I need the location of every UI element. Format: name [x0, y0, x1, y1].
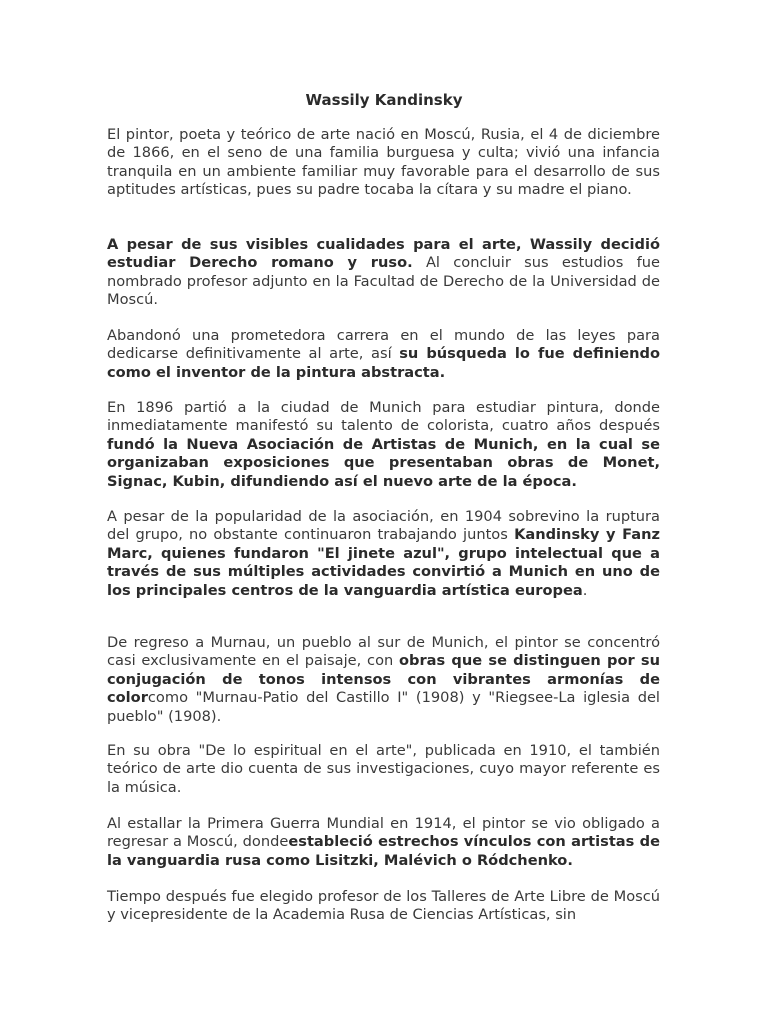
paragraph-7: [107, 742, 660, 797]
paragraph-4: [107, 399, 660, 491]
document-title: Wassily Kandinsky: [305, 91, 463, 109]
paragraph-text: En 1896 partió a la ciudad de Munich para estudiar pintura, donde inmediatamente manifestó su talento de colorista, cuatro años después: [107, 399, 660, 435]
paragraph-text: Tiempo después fue elegido profesor de los Talleres de Arte Libre de Moscú y vicepresidente de la Academia Rusa de Ciencias Artísticas, sin: [107, 888, 660, 924]
paragraph-text: Al estallar la Primera Guerra Mundial en 1914, el pintor se vio obligado a regresar a Moscú, donde: [107, 815, 660, 851]
paragraph-1: [107, 126, 660, 200]
paragraph-text: Al concluir sus estudios fue nombrado profesor adjunto en la Facultad de Derecho de la Universidad de Moscú.: [107, 254, 660, 309]
paragraph-bold-text: fundó la Nueva Asociación de Artistas de Munich, en la cual se organizaban exposiciones que presentaban obras de Monet, Signac, Kubin, difundiendo así el nuevo arte de la época.: [107, 435, 660, 490]
paragraph-bold-text: estableció estrechos vínculos con artistas de la vanguardia rusa como Lisitzki, Malévich o Ródchenko.: [107, 833, 660, 869]
paragraph-bold-text: Kandinsky y Fanz Marc, quienes fundaron "El jinete azul", grupo intelectual que a través de sus múltiples actividades convirtió a Munich en uno de los principales centros de la vanguardia artística europea: [107, 526, 660, 599]
paragraph-text: .: [582, 581, 588, 599]
paragraph-text: De regreso a Murnau, un pueblo al sur de Munich, el pintor se concentró casi exclusivamente en el paisaje, con: [107, 634, 660, 670]
paragraph-bold-text: A pesar de sus visibles cualidades para el arte, Wassily decidió estudiar Derecho romano y ruso.: [107, 236, 660, 272]
paragraph-9: [107, 888, 660, 925]
paragraph-2: [107, 236, 660, 310]
paragraph-3: [107, 327, 660, 382]
paragraph-bold-text: obras que se distinguen por su conjugación de tonos intensos con vibrantes armonías de color: [107, 652, 660, 707]
paragraph-text: El pintor, poeta y teórico de arte nació en Moscú, Rusia, el 4 de diciembre de 1866, en el seno de una familia burguesa y culta; vivió una infancia tranquila en un ambiente familiar muy favorable para el desarrollo de sus aptitudes artísticas, pues su padre tocaba la cítara y su madre el piano.: [107, 126, 660, 199]
paragraph-text: Abandonó una prometedora carrera en el mundo de las leyes para dedicarse definitivamente al arte, así: [107, 327, 660, 363]
paragraph-bold-text: su búsqueda lo fue definiendo como el inventor de la pintura abstracta.: [107, 345, 660, 381]
paragraph-text: A pesar de la popularidad de la asociación, en 1904 sobrevino la ruptura del grupo, no obstante continuaron trabajando juntos: [107, 508, 660, 544]
paragraph-text: como "Murnau-Patio del Castillo I" (1908) y "Riegsee-La iglesia del pueblo" (1908).: [107, 689, 660, 725]
paragraph-text: En su obra "De lo espiritual en el arte", publicada en 1910, el también teórico de arte dio cuenta de sus investigaciones, cuyo mayor referente es la música.: [107, 742, 660, 796]
paragraph-5: [107, 508, 660, 600]
paragraph-8: [107, 815, 660, 870]
paragraph-6: [107, 634, 660, 726]
